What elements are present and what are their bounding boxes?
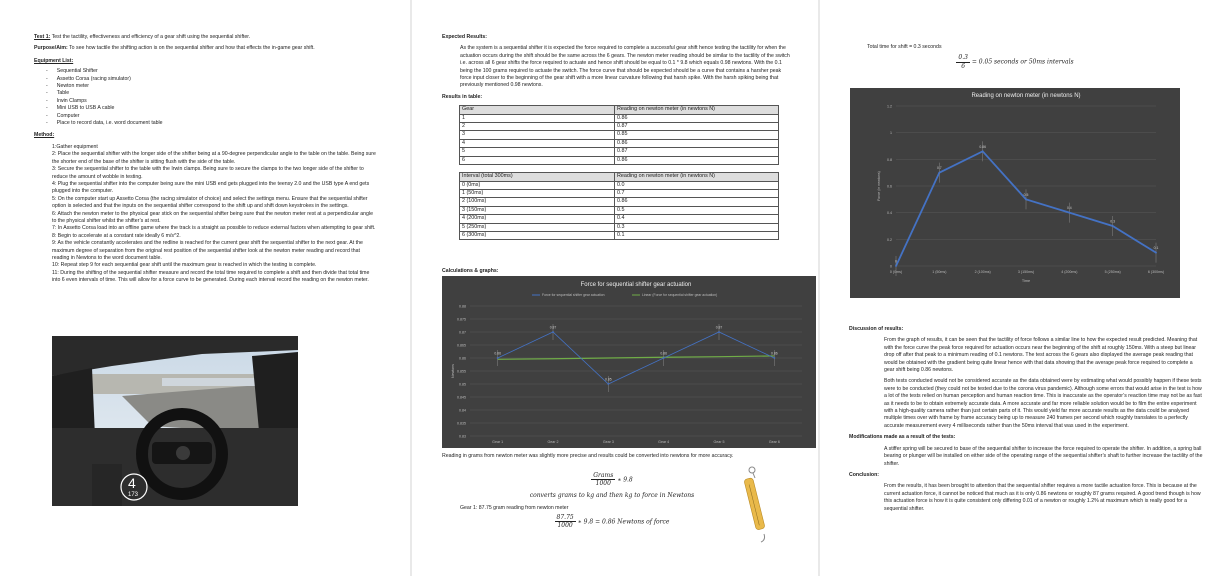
fraction-numerator: 0.3 bbox=[958, 54, 968, 62]
fraction-denominator: 1000 bbox=[557, 522, 573, 530]
table-row bbox=[460, 231, 779, 239]
x-tick-label: 3 (150ms) bbox=[1017, 270, 1035, 274]
table-cell: 2 (100ms) bbox=[460, 198, 615, 206]
table-row bbox=[460, 131, 779, 139]
fraction-denominator: 1000 bbox=[595, 480, 611, 488]
data-label: 0.4 bbox=[1066, 206, 1072, 211]
y-tick-label: 0.875 bbox=[457, 317, 466, 322]
formula-rest: ∗ 9.8 bbox=[617, 476, 633, 484]
data-point bbox=[497, 357, 499, 359]
table-row bbox=[460, 198, 779, 206]
y-tick-label: 0.85 bbox=[459, 382, 466, 387]
table-cell: 0.5 bbox=[615, 206, 779, 214]
table-cell: 0.87 bbox=[615, 123, 779, 131]
y-tick-label: 0 bbox=[890, 264, 892, 269]
table-header: Reading on newton meter (in newtons N) bbox=[615, 106, 779, 114]
gear-force-chart bbox=[442, 276, 816, 448]
table-row bbox=[460, 189, 779, 197]
y-axis-label: Newtons bbox=[451, 364, 455, 378]
fraction-numerator: 87.75 bbox=[556, 514, 574, 521]
table-header-row bbox=[460, 106, 779, 114]
table-cell: 0.3 bbox=[615, 223, 779, 231]
modifications-heading: Modifications made as a result of the tests: bbox=[849, 434, 956, 441]
x-tick-label: 2 (100ms) bbox=[974, 270, 991, 274]
formula-rest: = 0.05 seconds or 50ms intervals bbox=[971, 58, 1074, 66]
gear-indicator: 4 bbox=[128, 475, 136, 491]
speed-readout: 173 bbox=[128, 492, 139, 498]
x-tick-label: 4 (200ms) bbox=[1061, 270, 1078, 274]
list-item: - Assetto Corsa (racing simulator) bbox=[60, 76, 376, 83]
data-label: 0.87 bbox=[715, 325, 723, 330]
discussion-paragraph: From the graph of results, it can be seen that the tactility of force follows a similar line to how the expected result predicted. Meaning that with the force curve the peak force required for actuation occurs near the beginning of the shift at roughly 150ms. With a steep but linear drop off after that peak to a minimum reading of 0.1 newtons. The test across the 6 gears also displayed the average peak reading that would be obtained with the gradient being quite linear hence with that data showing that the average peak force required to complete a gear shift being 0.86 newtons. bbox=[884, 337, 1198, 374]
table-row bbox=[460, 223, 779, 231]
conclusion-text: From the results, it has been brought to attention that the sequential shifter requires a more tactile actuation force. This is because at the current actuation force, it cannot be noticed that much as it is only 0.86 newtons or roughly 87 grams required. A good trend though is how this actuation force is how it is quite consistent only differing 0.01 of a newton or roughly 1.2% at maximum which is really good for a sequential shifter. bbox=[884, 483, 1201, 512]
table-cell: 1 (50ms) bbox=[460, 189, 615, 197]
method-step: 7: In Assetto Corsa load into an offline game where the track is a straight as possible to reduce external factors when attempting to gear shift. bbox=[52, 225, 376, 232]
interval-fraction bbox=[956, 54, 970, 70]
expected-text: As the system is a sequential shifter it is expected the force required to complete a successful gear shift hence testing the tactility for when the actuation occurs during the shift should be the same across the 6 gears. The newton meter reading should be similar to the tactility of the switch i.e. across all 6 gear shifts the force required to actuate and hence shift should be equal to 0.1 * 9.8 which equals 0.98 newtons. With the 0.1 being the 100 grams required to actuate the switch. The force curve that should be expected should be a curve that contains a harsher peak force input closer to the beginning of the gear shift with a more linear curvature following that harsh spike. With the harsh spiking being that previously mentioned 0.98 newtons. bbox=[460, 45, 790, 89]
x-tick-label: Gear 1 bbox=[492, 440, 504, 444]
interval-formula bbox=[850, 54, 1180, 70]
test-label: Test 1: bbox=[34, 34, 51, 40]
discussion-paragraph: Both tests conducted would not be considered accurate as the data obtained were by estimating what would possibly happen if these tests were to be conducted (they could not be tested due to the corona virus pandemic). Although some errors that would arise in the test is how a lot of the tests relied on human perception and human reaction time. This is inaccurate as the operator’s reaction time may not be as fast as it needs to be to obtain extremely accurate data. A more accurate and far more reliable solution would be to film the entire experiment with a high-quality camera rather than just certain parts of it. This would yield far more accurate results as the data could be analysed multiple times over with frame by frame accuracy being up to measure 240 frames per second which roughly translates to a perfectly accurate measurement every 4 milliseconds rather than the 50ms interval that was used in the experiment. bbox=[884, 378, 1202, 429]
table-row bbox=[460, 181, 779, 189]
table-cell: 6 (300ms) bbox=[460, 231, 615, 239]
interval-results-table bbox=[459, 172, 779, 240]
x-tick-label: 0 (0ms) bbox=[889, 270, 903, 274]
table-cell: 4 (200ms) bbox=[460, 215, 615, 223]
chart-title: Reading on newton meter (in newtons N) bbox=[971, 93, 1081, 99]
table-row bbox=[460, 156, 779, 164]
data-label: 0 bbox=[895, 259, 897, 264]
method-step: 9: As the vehicle constantly accelerates and the redline is reached for the current gear shift the sequential shifter to the next gear. At the maximum degree of separation from the original rest position of the sequential shifter look at the newton meter reading and record that reading in Newtons to the word document table. bbox=[52, 240, 363, 261]
table-header: Gear bbox=[460, 106, 615, 114]
modifications-text: A stiffer spring will be secured to base of the sequential shifter to increase the force required to operate the shifter. In addition, a spring ball bearing or plunger will be installed on either side of the operating range of the sequential shifter’s shaft to further increase the tactility of the shifter. bbox=[884, 445, 1203, 467]
method-step: 3: Secure the sequential shifter to the table with the Irwin clamps. Being sure to secure the clamps to the two longer side of the shifter to reduce the amount of wobble in testing. bbox=[52, 166, 364, 180]
y-tick-label: 0.84 bbox=[459, 408, 466, 413]
spring-scale-icon bbox=[742, 466, 782, 546]
discussion-heading: Discussion of results: bbox=[849, 326, 904, 332]
y-tick-label: 0.835 bbox=[457, 421, 466, 426]
grams-text: Reading in grams from newton meter was slightly more precise and results could be converted into newtons for more accuracy. bbox=[442, 453, 734, 459]
table-cell: 0.86 bbox=[615, 114, 779, 122]
force-curve-chart-svg bbox=[850, 88, 1180, 298]
table-row bbox=[460, 123, 779, 131]
gear-results-table bbox=[459, 105, 779, 165]
y-tick-label: 0.86 bbox=[459, 356, 466, 361]
method-step: 4: Plug the sequential shifter into the computer being sure the mini USB end gets plugged into the teensy 2.0 and the USB type A end gets plugged into the computer. bbox=[52, 180, 370, 195]
data-point bbox=[895, 265, 897, 267]
grams-formula bbox=[492, 472, 732, 488]
legend-entry: Linear (Force for sequential shifter gear actuation) bbox=[642, 293, 718, 297]
simulator-photo bbox=[52, 336, 298, 506]
method-step: 11: During the shifting of the sequential shifter measure and record the total time required to complete a shift and then divide that total time into 6 even intervals of time. This will allow for a force curve to be generated. During each interval record the reading on the newton meter. bbox=[52, 269, 370, 284]
table-cell: 2 bbox=[460, 123, 615, 131]
data-point bbox=[982, 150, 984, 152]
table-cell: 5 (250ms) bbox=[460, 223, 615, 231]
y-tick-label: 0.83 bbox=[459, 434, 466, 439]
expected-heading: Expected Results: bbox=[442, 34, 487, 40]
x-tick-label: 1 (50ms) bbox=[932, 270, 947, 274]
x-tick-label: Gear 4 bbox=[658, 440, 670, 444]
chart-title: Force for sequential shifter gear actuation bbox=[580, 282, 692, 288]
y-tick-label: 0.845 bbox=[457, 395, 466, 400]
table-header: Reading on newton meter (in newtons N) bbox=[615, 173, 779, 181]
data-point bbox=[773, 357, 775, 359]
data-label: 0.86 bbox=[979, 144, 986, 149]
gear1-fraction bbox=[555, 514, 576, 530]
equipment-heading: Equipment List: bbox=[34, 57, 74, 64]
y-tick-label: 0.88 bbox=[459, 304, 466, 309]
series-line-2 bbox=[498, 356, 775, 359]
list-item: - Mini USB to USB A cable bbox=[60, 105, 376, 112]
simulator-cockpit-image bbox=[52, 336, 298, 506]
data-point bbox=[1155, 252, 1157, 254]
list-item: - Computer bbox=[60, 113, 376, 120]
data-label: 0.86 bbox=[494, 351, 501, 356]
data-label: 0.87 bbox=[549, 325, 557, 330]
table-cell: 0.86 bbox=[615, 198, 779, 206]
data-point bbox=[1112, 225, 1114, 227]
table-row bbox=[460, 148, 779, 156]
x-tick-label: 5 (250ms) bbox=[1104, 270, 1121, 274]
y-tick-label: 0.2 bbox=[887, 237, 892, 242]
method-step: 1:Gather equipment bbox=[52, 143, 98, 150]
y-tick-label: 0.6 bbox=[887, 184, 892, 189]
force-curve-chart bbox=[850, 88, 1180, 298]
y-tick-label: 0.87 bbox=[459, 330, 466, 335]
method-heading: Method: bbox=[34, 132, 55, 139]
data-label: 0.86 bbox=[660, 351, 667, 356]
gear-force-chart-svg bbox=[442, 276, 816, 448]
table-header: Interval (total 300ms) bbox=[460, 173, 615, 181]
y-tick-label: 0.855 bbox=[457, 369, 466, 374]
list-item: - Place to record data, i.e. word document table bbox=[60, 120, 376, 127]
test-text: Test the tactility, effectiveness and efficiency of a gear shift using the sequential shifter. bbox=[51, 34, 251, 40]
y-tick-label: 0.865 bbox=[457, 343, 466, 348]
data-label: 0.5 bbox=[1023, 192, 1029, 197]
data-point bbox=[663, 357, 665, 359]
table-cell: 0.4 bbox=[615, 215, 779, 223]
x-tick-label: Gear 2 bbox=[547, 440, 559, 444]
method-step: 2: Place the sequential shifter with the longer side of the shifter being at a 90-degree perpendicular angle to the table on the table. Being sure the shorter end of the base of the shifter is sitting flush with the side of the table. bbox=[52, 151, 376, 165]
formula-rest: ∗ 9.8 = 0.86 Newtons of force bbox=[577, 518, 670, 526]
data-point bbox=[607, 383, 609, 385]
fraction-numerator: Grams bbox=[593, 472, 614, 479]
calc-heading: Calculations & graphs: bbox=[442, 268, 499, 274]
total-time-text: Total time for shift = 0.3 seconds bbox=[867, 44, 942, 50]
purpose-text: To see how tactile the shifting action is on the sequential shifter and how that effects the in-game gear shift. bbox=[69, 45, 315, 52]
method-step: 8: Begin to accelerate at a constant rate ideally 6 m/s^2. bbox=[52, 232, 181, 239]
method-step: 10: Repeat step 9 for each sequential gear shift until the maximum gear is reached in which the testing is complete. bbox=[52, 262, 317, 269]
y-tick-label: 1.2 bbox=[887, 104, 892, 109]
data-label: 0.1 bbox=[1153, 246, 1159, 251]
table-row bbox=[460, 114, 779, 122]
legend-entry: Force for sequential shifter gear actuation bbox=[542, 293, 605, 297]
grams-fraction bbox=[591, 472, 615, 488]
method-step: 5: On the computer start up Assetto Corsa (the racing simulator of choice) and select the settings menu. Ensure that the sequential shifter option is selected and that the inputs on the sequential shifter correspond to the shift up and shift down keystrokes in the settings. bbox=[52, 195, 368, 210]
y-tick-label: 0.4 bbox=[887, 211, 892, 216]
table-cell: 1 bbox=[460, 114, 615, 122]
y-tick-label: 1 bbox=[890, 131, 892, 136]
x-axis-label: Time bbox=[1021, 279, 1031, 283]
y-tick-label: 0.8 bbox=[887, 157, 892, 162]
data-label: 0.3 bbox=[1110, 219, 1116, 224]
gear1-text: Gear 1: 87.75 gram reading from newton meter bbox=[460, 505, 569, 511]
table-cell: 6 bbox=[460, 156, 615, 164]
purpose-label: Purpose/Aim: bbox=[34, 45, 68, 52]
data-point bbox=[938, 172, 940, 174]
data-label: 0.7 bbox=[936, 166, 942, 171]
table-row bbox=[460, 206, 779, 214]
table-cell: 0.86 bbox=[615, 139, 779, 147]
fraction-denominator: 6 bbox=[961, 62, 966, 70]
table-cell: 0.87 bbox=[615, 148, 779, 156]
data-point bbox=[718, 331, 720, 333]
page-3-text bbox=[849, 326, 1203, 516]
test-line bbox=[34, 34, 376, 41]
table-cell: 0.7 bbox=[615, 189, 779, 197]
data-point bbox=[1025, 198, 1027, 200]
list-item: - Newton meter bbox=[60, 83, 376, 90]
table-row bbox=[460, 215, 779, 223]
purpose-line bbox=[34, 45, 376, 52]
table-cell: 5 bbox=[460, 148, 615, 156]
y-axis-label: Force (in newtons) bbox=[877, 171, 881, 201]
list-item: - Sequential Shifter bbox=[60, 68, 376, 75]
formula-caption: converts grams to kg and then kg to force in Newtons bbox=[529, 492, 695, 499]
method-steps bbox=[34, 144, 376, 285]
table-header-row bbox=[460, 173, 779, 181]
table-cell: 3 bbox=[460, 131, 615, 139]
table-cell: 3 (150ms) bbox=[460, 206, 615, 214]
table-cell: 4 bbox=[460, 139, 615, 147]
data-label: 0.86 bbox=[771, 351, 778, 356]
table-cell: 0 (0ms) bbox=[460, 181, 615, 189]
table-cell: 0.0 bbox=[615, 181, 779, 189]
list-item: - Irwin Clamps bbox=[60, 98, 376, 105]
equipment-list bbox=[34, 68, 376, 127]
conclusion-heading: Conclusion: bbox=[849, 471, 879, 478]
results-heading: Results in table: bbox=[442, 93, 483, 100]
x-tick-label: Gear 6 bbox=[768, 440, 780, 444]
method-step: 6: Attach the newton meter to the physical gear stick on the sequential shifter being sure that the newton meter rest at a perpendicular angle to the physical shifter whilst the shifter’s at rest. bbox=[52, 210, 373, 224]
data-point bbox=[1068, 212, 1070, 214]
list-item: - Table bbox=[60, 90, 376, 97]
x-tick-label: Gear 5 bbox=[713, 440, 725, 444]
table-cell: 0.85 bbox=[615, 131, 779, 139]
table-row bbox=[460, 139, 779, 147]
table-cell: 0.1 bbox=[615, 231, 779, 239]
x-tick-label: Gear 3 bbox=[602, 440, 614, 444]
data-label: 0.85 bbox=[605, 377, 612, 382]
data-point bbox=[552, 331, 554, 333]
x-tick-label: 6 (300ms) bbox=[1147, 270, 1165, 274]
gear1-formula bbox=[492, 514, 732, 530]
table-cell: 0.86 bbox=[615, 156, 779, 164]
